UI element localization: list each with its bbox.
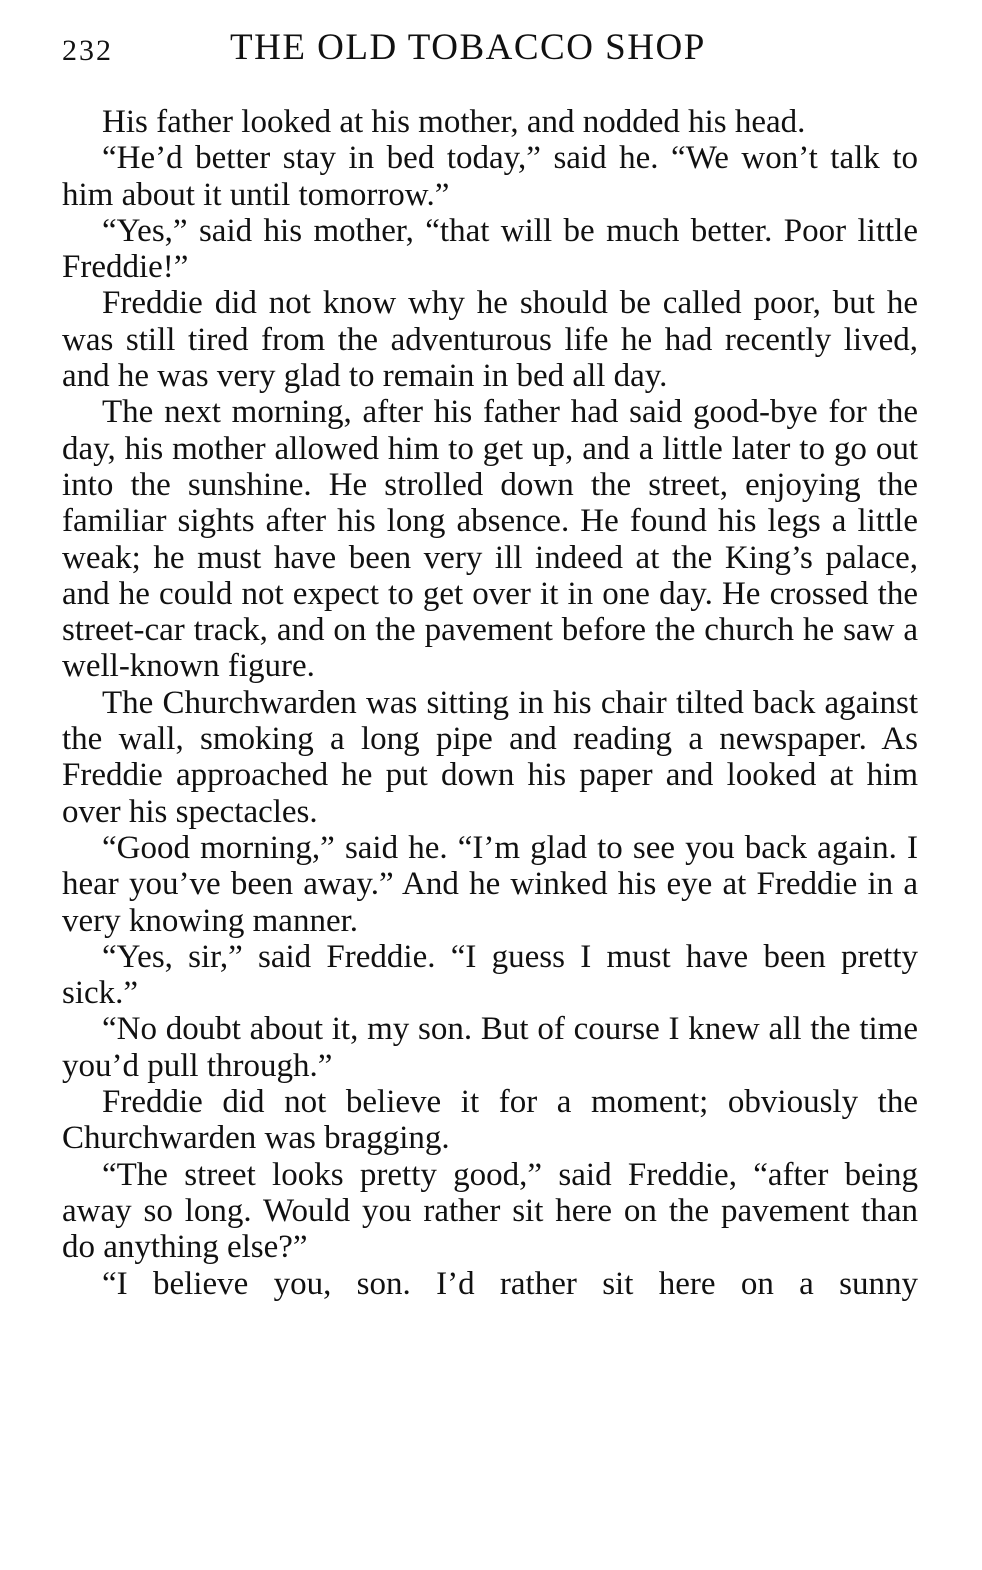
running-title: THE OLD TOBACCO SHOP [230, 27, 706, 68]
paragraph: The next morning, after his father had said good-bye for the day, his mother allowed him to get up, and a little later to go out into the sunshine. He strolled down the street, enjoying the familiar sights after his long absence. He found his legs a little weak; he must have been very ill indeed at the King’s palace, and he could not expect to get over it in one day. He crossed the street-car track, and on the pavement before the church he saw a well-known figure. [62, 394, 918, 685]
paragraph: “Yes,” said his mother, “that will be much better. Poor little Freddie!” [62, 212, 918, 286]
paragraph-continued: “I believe you, son. I’d rather sit here on a sunny [102, 1265, 918, 1302]
paragraph: Freddie did not believe it for a moment; obviously the Churchwarden was bragging. [62, 1084, 918, 1157]
body-text [62, 104, 918, 1302]
paragraph: “He’d better stay in bed today,” said he. “We won’t talk to him about it until tomorrow.” [62, 140, 918, 213]
paragraph: “The street looks pretty good,” said Freddie, “after being away so long. Would you rather sit here on the pavement than do anything else?” [62, 1156, 918, 1266]
paragraph: “No doubt about it, my son. But of course I knew all the time you’d pull through.” [62, 1011, 918, 1084]
paragraph: “Good morning,” said he. “I’m glad to see you back again. I hear you’ve been away.” And he winked his eye at Freddie in a very knowing manner. [62, 829, 918, 939]
paragraph: Freddie did not know why he should be called poor, but he was still tired from the adventurous life he had recently lived, and he was very glad to remain in bed all day. [62, 285, 918, 395]
paragraph: “Yes, sir,” said Freddie. “I guess I must have been pretty sick.” [62, 938, 918, 1012]
paragraph: The Churchwarden was sitting in his chair tilted back against the wall, smoking a long pipe and reading a newspaper. As Freddie approached he put down his paper and looked at him over his spectacles. [62, 684, 918, 830]
running-head [62, 24, 918, 72]
paragraph: His father looked at his mother, and nodded his head. [102, 104, 806, 140]
page-number: 232 [62, 34, 113, 67]
